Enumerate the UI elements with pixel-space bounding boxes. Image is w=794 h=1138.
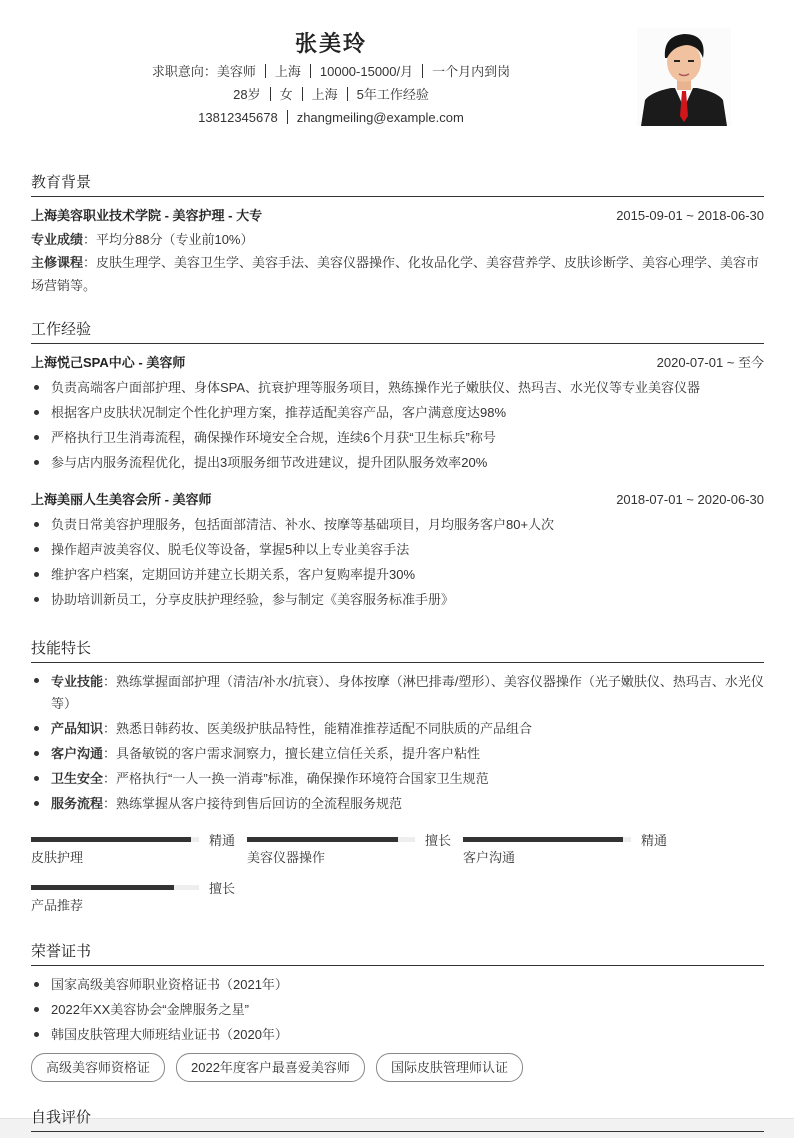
skill-bar-track [247, 837, 415, 842]
info-line-3 [31, 106, 631, 129]
availability: 一个月内到岗 [432, 64, 511, 79]
list-item: 根据客户皮肤状况制定个性化护理方案，推荐适配美容产品，客户满意度达98% [31, 400, 764, 425]
list-item [31, 716, 764, 741]
honors-section [31, 941, 764, 1082]
job-date: 2020-07-01 ~ 至今 [656, 355, 764, 370]
list-item: 维护客户档案，定期回访并建立长期关系，客户复购率提升30% [31, 562, 764, 587]
skill-text: ：熟练掌握面部护理（清洁/补水/抗衰）、身体按摩（淋巴排毒/塑形）、美容仪器操作（光子嫩肤仪、热玛吉、水光仪等） [51, 674, 764, 711]
list-item: 国家高级美容师职业资格证书（2021年） [31, 972, 764, 997]
skill-bar [247, 830, 463, 868]
phone: 13812345678 [198, 110, 278, 125]
honor-tag: 国际皮肤管理师认证 [376, 1053, 523, 1082]
skill-bar [31, 830, 247, 868]
info-line-2 [31, 83, 631, 106]
skill-bar [31, 878, 247, 916]
skill-level: 精通 [641, 832, 668, 848]
skill-bar-track [31, 885, 199, 890]
job-intention: 求职意向：美容师 [151, 64, 256, 79]
skill-label: 客户沟通 [51, 746, 104, 761]
list-item: 韩国皮肤管理大师班结业证书（2020年） [31, 1022, 764, 1047]
location: 上海 [311, 87, 338, 102]
salary: 10000-15000/月 [319, 64, 414, 79]
skill-bars [31, 830, 691, 926]
skills-section [31, 638, 764, 926]
email: zhangmeiling@example.com [296, 110, 464, 125]
list-item: 参与店内服务流程优化，提出3项服务细节改进建议，提升团队服务效率20% [31, 450, 764, 475]
honor-tag: 高级美容师资格证 [31, 1053, 165, 1082]
skill-text: ：严格执行“一人一换一消毒”标准，确保操作环境符合国家卫生规范 [103, 771, 489, 786]
skill-bar [463, 830, 679, 868]
resume-header [31, 28, 631, 129]
education-date: 2015-09-01 ~ 2018-06-30 [616, 208, 764, 223]
list-item [31, 791, 764, 816]
section-title: 工作经验 [31, 319, 764, 344]
list-item [31, 741, 764, 766]
list-item: 协助培训新员工，分享皮肤护理经验，参与制定《美容服务标准手册》 [31, 587, 764, 612]
score: ：平均分88分（专业前10%） [83, 232, 254, 247]
info-line-1 [31, 60, 631, 83]
skill-bar-fill [463, 837, 623, 842]
section-title: 自我评价 [31, 1107, 764, 1132]
skill-bar-track [31, 837, 199, 842]
courses: ：皮肤生理学、美容卫生学、美容手法、美容仪器操作、化妆品化学、美容营养学、皮肤诊断学、美容心理学、美容市场营销等。 [31, 255, 760, 293]
job-company: 上海美丽人生美容会所 - 美容师 [31, 492, 212, 507]
list-item [31, 766, 764, 791]
score-label: 专业成绩 [31, 232, 84, 247]
skill-name: 客户沟通 [463, 850, 516, 865]
skill-text: ：熟练掌握从客户接待到售后回访的全流程服务规范 [103, 796, 403, 811]
skill-level: 精通 [209, 832, 236, 848]
list-item: 负责日常美容护理服务，包括面部清洁、补水、按摩等基础项目，月均服务客户80+人次 [31, 512, 764, 537]
list-item [31, 669, 764, 716]
honor-tag: 2022年度客户最喜爱美容师 [176, 1053, 365, 1082]
list-item: 2022年XX美容协会“金牌服务之星” [31, 997, 764, 1022]
skill-bar-fill [31, 885, 174, 890]
skill-level: 擅长 [209, 880, 236, 896]
gender: 女 [279, 87, 293, 102]
skill-name: 产品推荐 [31, 898, 84, 913]
work-section [31, 319, 764, 612]
skill-bar-fill [247, 837, 398, 842]
skill-text: ：具备敏锐的客户需求洞察力，擅长建立信任关系，提升客户粘性 [103, 746, 481, 761]
skill-bar-fill [31, 837, 191, 842]
experience: 5年工作经验 [356, 87, 429, 102]
section-title: 荣誉证书 [31, 941, 764, 966]
skill-label: 专业技能 [51, 674, 104, 689]
list-item: 负责高端客户面部护理、身体SPA、抗衰护理等服务项目，熟练操作光子嫩肤仪、热玛吉、水光仪等专业美容仪器 [31, 375, 764, 400]
job-date: 2018-07-01 ~ 2020-06-30 [616, 492, 764, 507]
skill-text: ：熟悉日韩药妆、医美级护肤品特性，能精准推荐适配不同肤质的产品组合 [103, 721, 533, 736]
section-title: 教育背景 [31, 172, 764, 197]
courses-label: 主修课程 [31, 255, 84, 270]
city: 上海 [274, 64, 301, 79]
list-item: 严格执行卫生消毒流程，确保操作环境安全合规，连续6个月获“卫生标兵”称号 [31, 425, 764, 450]
skill-label: 产品知识 [51, 721, 104, 736]
skill-level: 擅长 [425, 832, 452, 848]
candidate-name: 张美玲 [294, 31, 367, 56]
job-company: 上海悦己SPA中心 - 美容师 [31, 355, 186, 370]
skill-name: 皮肤护理 [31, 850, 84, 865]
skill-label: 卫生安全 [51, 771, 104, 786]
skill-label: 服务流程 [51, 796, 104, 811]
skill-name: 美容仪器操作 [247, 850, 326, 865]
avatar-photo [637, 28, 731, 126]
education-school: 上海美容职业技术学院 - 美容护理 - 大专 [31, 208, 263, 223]
section-title: 技能特长 [31, 638, 764, 663]
education-section [31, 172, 764, 297]
age: 28岁 [233, 87, 261, 102]
list-item: 操作超声波美容仪、脱毛仪等设备，掌握5种以上专业美容手法 [31, 537, 764, 562]
skill-bar-track [463, 837, 631, 842]
